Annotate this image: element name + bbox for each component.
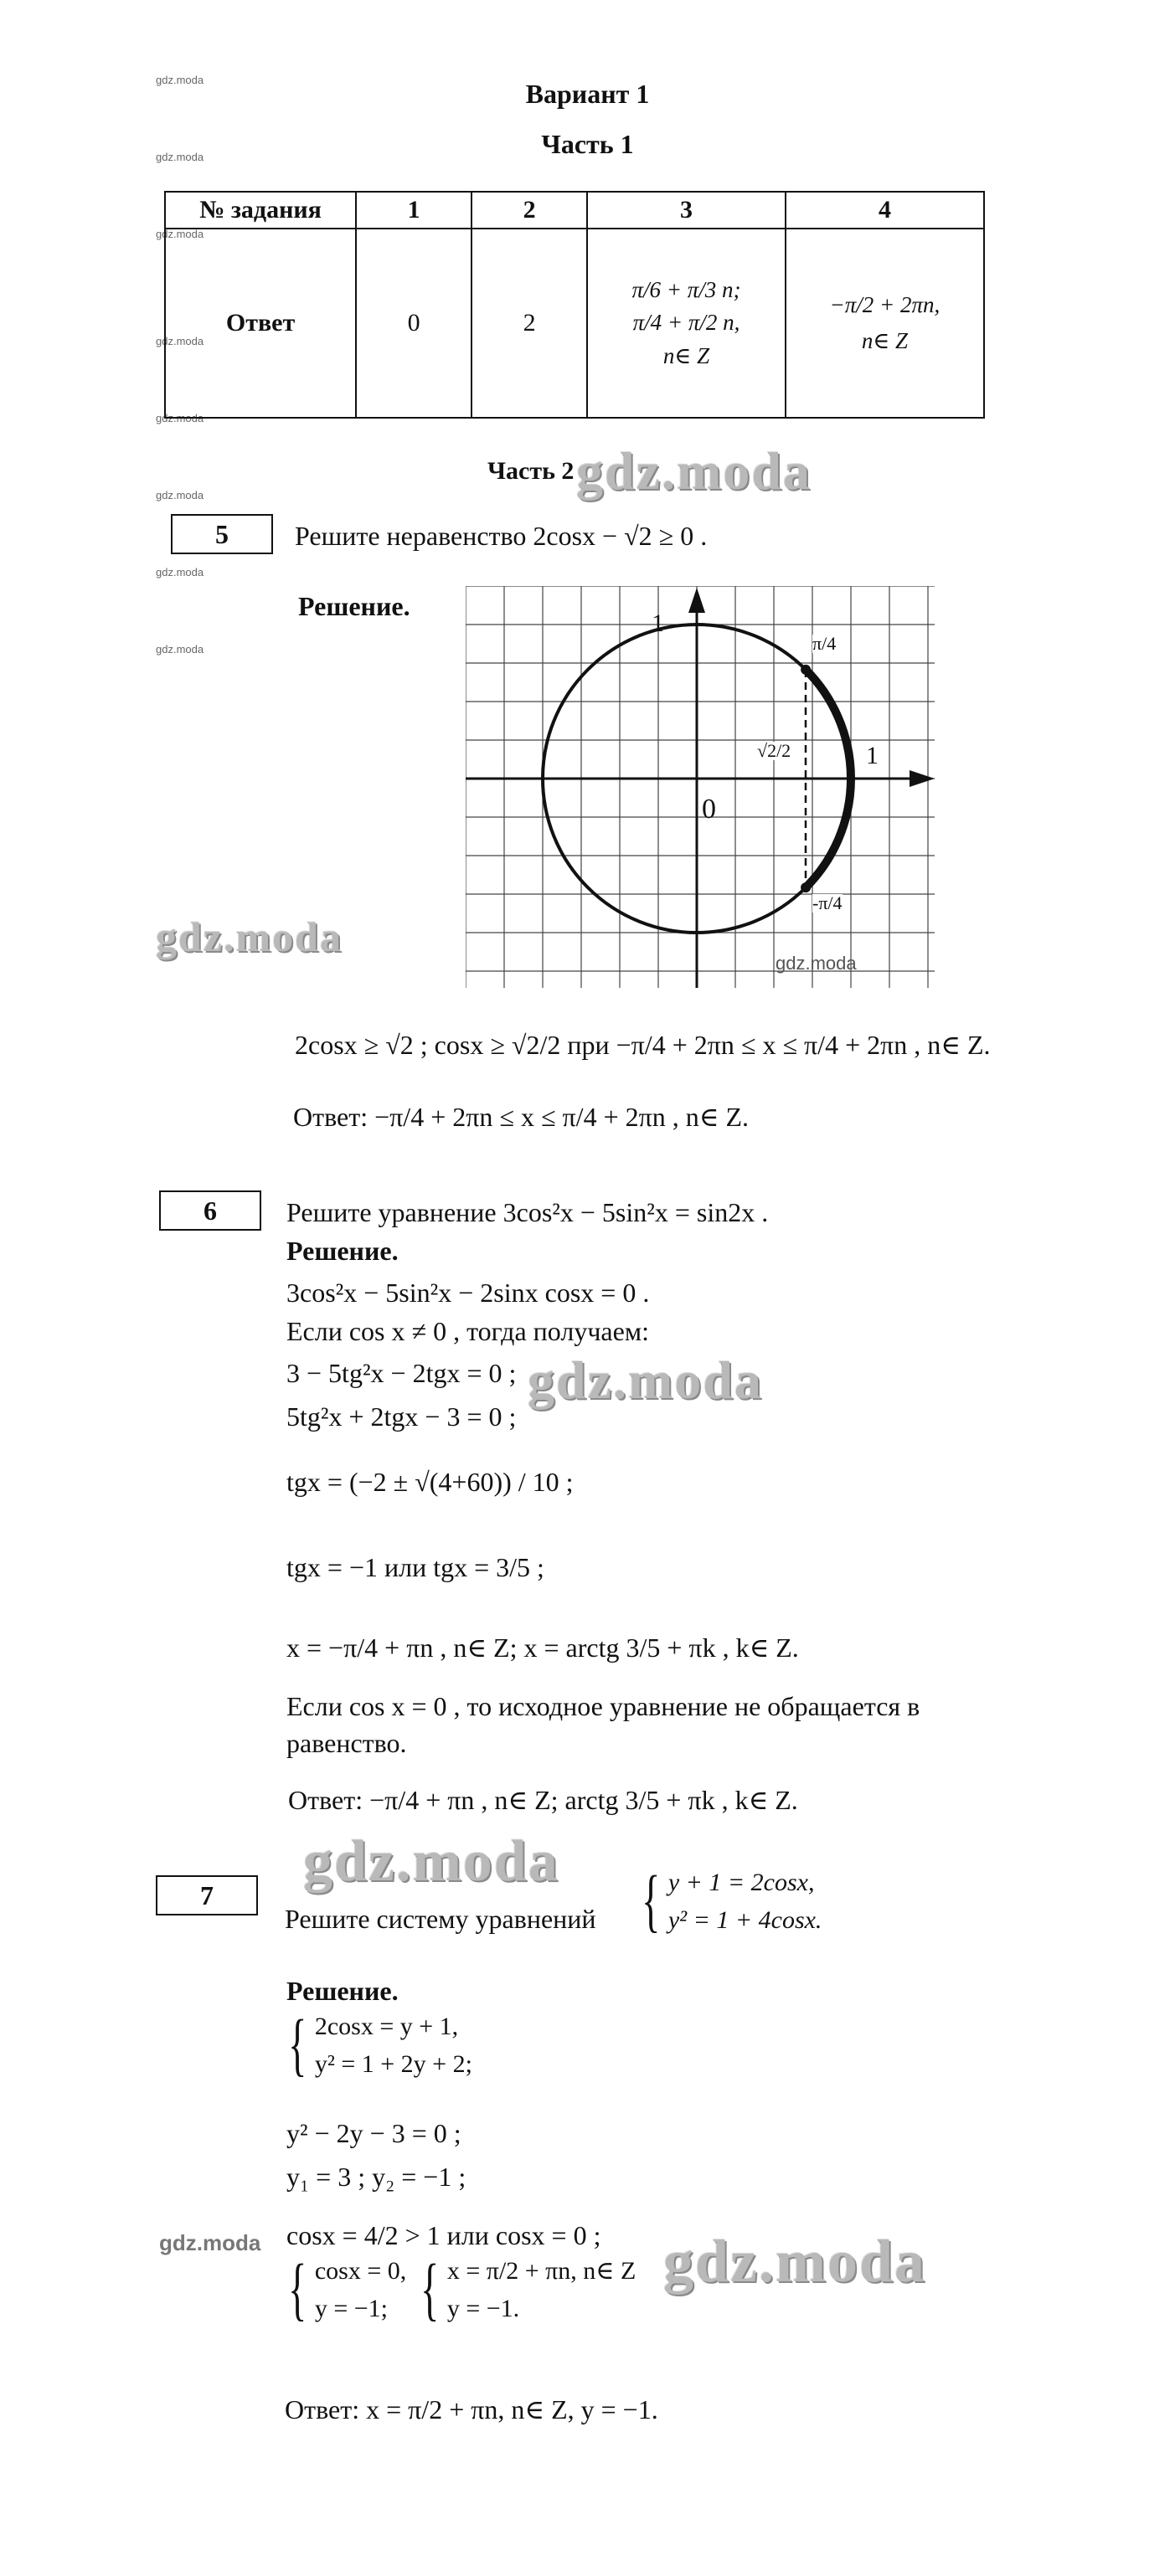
watermark-small: gdz.moda <box>156 228 204 240</box>
task6-line: x = −π/4 + πn , n∈ Z; x = arctg 3/5 + πk , k∈ Z. <box>286 1632 799 1663</box>
table-header: 3 <box>587 192 786 229</box>
table-header: 2 <box>472 192 587 229</box>
task6-line: Если cos x ≠ 0 , тогда получаем: <box>286 1316 649 1346</box>
watermark-small: gdz.moda <box>156 643 204 656</box>
watermark-small: gdz.moda <box>156 566 204 578</box>
part1-title: Часть 1 <box>541 129 634 159</box>
case-eq2: y = −1; <box>314 2295 389 2322</box>
watermark-big: gdz.moda <box>528 1350 763 1410</box>
task6-statement: Решите уравнение 3cos²x − 5sin²x = sin2x . <box>286 1197 769 1227</box>
task7-cases-1 <box>273 2252 406 2327</box>
watermark-big: gdz.moda <box>576 441 812 501</box>
point-top <box>801 665 811 675</box>
solution-label: Решение. <box>286 1976 399 2006</box>
x-axis-arrow <box>910 770 935 787</box>
solution-label: Решение. <box>286 1236 399 1266</box>
variant-title: Вариант 1 <box>525 79 650 109</box>
case-eq1: cosx = 0, <box>314 2257 407 2285</box>
task6-line: tgx = −1 или tgx = 3/5 ; <box>286 1552 544 1582</box>
solution-label: Решение. <box>298 591 410 621</box>
point-bottom <box>801 882 811 892</box>
answer-cell <box>786 229 984 418</box>
y-axis-arrow <box>688 588 705 613</box>
task7-cases-2 <box>405 2252 636 2327</box>
graph-label-1-right: 1 <box>866 742 879 769</box>
task7-system <box>626 1864 822 1939</box>
task5-line1: 2cosx ≥ √2 ; cosx ≥ √2/2 при −π/4 + 2πn ≤ x ≤ π/4 + 2πn , n∈ Z. <box>295 1030 991 1060</box>
answer-3-line2: π/4 + π/2 n, <box>632 310 740 336</box>
solution-eq2: y² = 1 + 2y + 2; <box>314 2050 472 2078</box>
brace-icon: { <box>288 2006 307 2084</box>
case-eq4: y = −1. <box>446 2295 520 2322</box>
answer-cell <box>587 229 786 418</box>
task6-line: Если cos x = 0 , то исходное уравнение не обращается в <box>286 1691 920 1721</box>
unit-circle-graph <box>466 586 935 988</box>
task6-line: равенство. <box>286 1728 407 1758</box>
task7-statement: Решите систему уравнений <box>285 1904 596 1934</box>
answer-cell: 0 <box>356 229 472 418</box>
watermark-graph: gdz.moda <box>776 953 857 974</box>
task7-line: y² − 2y − 3 = 0 ; <box>286 2118 461 2148</box>
answer-4-line2: n∈ Z <box>861 328 909 353</box>
watermark-small: gdz.moda <box>156 335 204 347</box>
watermark-big: gdz.moda <box>303 1829 559 1894</box>
table-header: 1 <box>356 192 472 229</box>
graph-label-pi4: π/4 <box>812 633 837 654</box>
system-eq1: y + 1 = 2cosx, <box>667 1869 815 1896</box>
watermark-small: gdz.moda <box>159 2230 261 2255</box>
watermark-small: gdz.moda <box>156 74 204 86</box>
brace-icon: { <box>420 2250 440 2328</box>
graph-label-1-top: 1 <box>652 609 664 637</box>
answer-3-line3: n∈ Z <box>662 342 710 368</box>
row-label: Ответ <box>165 229 356 418</box>
case-eq3: x = π/2 + πn, n∈ Z <box>446 2257 636 2285</box>
task6-line: 3 − 5tg²x − 2tgx = 0 ; <box>286 1358 517 1388</box>
answer-cell: 2 <box>472 229 587 418</box>
brace-icon: { <box>288 2250 307 2328</box>
graph-label-minus-pi4: -π/4 <box>812 892 843 913</box>
task7-solution-system <box>273 2008 472 2083</box>
task-number: 7 <box>156 1875 258 1915</box>
task7-line: cosx = 4/2 > 1 или cosx = 0 ; <box>286 2220 601 2250</box>
solution-eq1: 2cosx = y + 1, <box>314 2013 459 2040</box>
task5-statement: Решите неравенство 2cosx − √2 ≥ 0 . <box>295 521 708 551</box>
task6-answer: Ответ: −π/4 + πn , n∈ Z; arctg 3/5 + πk , k∈ Z. <box>288 1785 798 1815</box>
task6-line: tgx = (−2 ± √(4+60)) / 10 ; <box>286 1467 574 1497</box>
answer-3-line1: π/6 + π/3 n; <box>631 277 741 303</box>
table-header: № задания <box>165 192 356 229</box>
brace-icon: { <box>642 1862 661 1940</box>
table-header: 4 <box>786 192 984 229</box>
watermark-big: gdz.moda <box>663 2228 927 2295</box>
task7-line: y₁ = 3 ; y₂ = −1 ; <box>286 2162 466 2192</box>
task-number: 5 <box>171 514 273 554</box>
graph-label-sqrt2-2: √2/2 <box>757 740 791 761</box>
task7-answer: Ответ: x = π/2 + πn, n∈ Z, y = −1. <box>285 2394 658 2424</box>
watermark-big: gdz.moda <box>156 913 343 960</box>
watermark-small: gdz.moda <box>156 151 204 163</box>
task6-line: 3cos²x − 5sin²x − 2sinx cosx = 0 . <box>286 1278 650 1308</box>
system-eq2: y² = 1 + 4cosx. <box>667 1906 822 1934</box>
task5-answer: Ответ: −π/4 + 2πn ≤ x ≤ π/4 + 2πn , n∈ Z. <box>293 1102 749 1132</box>
watermark-small: gdz.moda <box>156 489 204 501</box>
answer-4-line1: −π/2 + 2πn, <box>829 291 941 317</box>
watermark-small: gdz.moda <box>156 412 204 424</box>
task-number: 6 <box>159 1190 261 1231</box>
task6-line: 5tg²x + 2tgx − 3 = 0 ; <box>286 1401 517 1432</box>
answer-table <box>164 191 985 419</box>
graph-label-origin: 0 <box>702 794 716 825</box>
part2-title: Часть 2 <box>487 457 575 485</box>
